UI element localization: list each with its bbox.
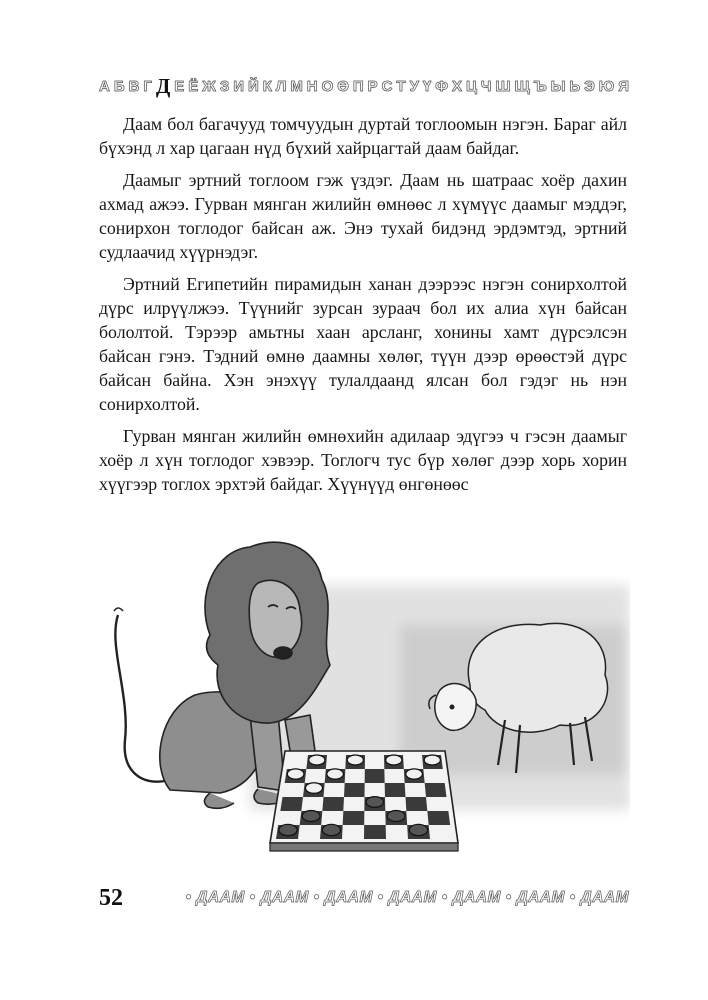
checker-piece: [406, 769, 423, 779]
alphabet-letter: Я: [618, 77, 629, 95]
alphabet-letter: Ф: [435, 77, 448, 95]
alphabet-letter: Ц: [465, 77, 477, 95]
checker-piece: [366, 797, 383, 808]
checker-piece: [279, 824, 297, 835]
board-square: [364, 825, 386, 839]
checkers-board: [270, 751, 458, 851]
alphabet-letter: Ч: [480, 77, 492, 95]
alphabet-letter: Ю: [598, 77, 615, 95]
board-square: [385, 783, 406, 797]
checker-piece: [302, 810, 320, 821]
alphabet-letter: Ё: [188, 77, 199, 95]
paragraph: Даам бол багачууд томчуудын дуртай тоглоомын нэгэн. Бараг айл бүхэнд л хар цагаан нүд бүхий хайрцагтай даам байдаг.: [99, 114, 627, 158]
checker-piece: [424, 755, 440, 765]
sheep-body: [468, 623, 607, 732]
alphabet-letter: Н: [306, 77, 318, 95]
checker-piece: [327, 769, 344, 779]
board-square: [322, 797, 344, 811]
alphabet-letter: Ж: [202, 77, 216, 95]
board-square: [344, 783, 365, 797]
alphabet-letter: Р: [367, 77, 378, 95]
page-footer: [99, 880, 629, 916]
checker-piece: [409, 824, 427, 835]
lion-face: [249, 580, 301, 657]
checker-piece: [287, 769, 304, 779]
alphabet-letter: Э: [584, 77, 595, 95]
alphabet-letter: К: [262, 77, 272, 95]
checker-piece: [305, 783, 322, 794]
alphabet-letter: Ъ: [533, 77, 547, 95]
alphabet-letter: Ш: [495, 77, 511, 95]
paragraph: Даамыг эртний тоглоом гэж үздэг. Даам нь шатраас хоёр дахин ахмад ажээ. Гурван мянган жилийн өмнөөс л хүмүүс даамыг мэддэг, сонирхон тоглодог байсан аж. Энэ тухай бидэнд эрдэмтэд, эртний судлаачид хүүрнэдэг.: [99, 170, 627, 262]
alphabet-letter: Щ: [514, 77, 530, 95]
paragraph: Гурван мянган жилийн өмнөхийн адилаар эдүгээ ч гэсэн даамыг хоёр л хүн тоглодог хэвээр. Тоглогч тус бүр хөлөг дээр хорь хорин хүүгээр тоглох эрхтэй байдаг. Хүүнүүд өнгөнөөс: [99, 426, 627, 494]
alphabet-letter: М: [290, 77, 303, 95]
alphabet-letter: П: [352, 77, 364, 95]
alphabet-letter: А: [99, 77, 110, 95]
alphabet-letter: Л: [275, 77, 287, 95]
alphabet-letter: И: [233, 77, 244, 95]
checker-piece: [322, 824, 340, 835]
alphabet-letter: Б: [113, 77, 125, 95]
checker-piece: [309, 755, 325, 765]
alphabet-letter: В: [128, 77, 140, 95]
board-square: [425, 783, 447, 797]
paragraph: Эртний Египетийн пирамидын ханан дээрээс нэгэн сонирхолтой дүрс илрүүлжээ. Түүнийг зурсан зураач бол их алиа хүн байсан бололтой. Тэрээр амьтны хаан арсланг, хонины хамт дүрсэлсэн байсан гэнэ. Тэдний өмнө даамны хөлөг, түүн дээр өрөөстэй дүрс байсан байна. Хэн энэхүү тулалдаанд ялсан бол гэдэг нь нэн сонирхолтой.: [99, 274, 627, 414]
alphabet-letter: Й: [247, 77, 259, 95]
board-square: [280, 797, 303, 811]
alphabet-letter: Г: [143, 77, 152, 95]
alphabet-letter: У: [409, 77, 419, 95]
body-text: [99, 112, 627, 504]
alphabet-letter: Е: [174, 77, 185, 95]
checker-piece: [387, 810, 405, 821]
board-square: [365, 769, 385, 783]
alphabet-letter: Ө: [337, 77, 349, 95]
board-square: [406, 797, 428, 811]
alphabet-letter: Ү: [422, 77, 432, 95]
checker-piece: [386, 755, 402, 765]
lion-sheep-checkers-illustration: [100, 525, 630, 855]
alphabet-letter: С: [381, 77, 393, 95]
board-square: [343, 811, 365, 825]
board-square: [427, 811, 450, 825]
alphabet-letter: Ь: [569, 77, 581, 95]
alphabet-letter: Х: [451, 77, 462, 95]
alphabet-letter: Ы: [550, 77, 566, 95]
alphabet-letter: О: [321, 77, 334, 95]
checker-piece: [347, 755, 363, 765]
board-front-edge: [270, 843, 458, 851]
page-number: 52: [99, 884, 123, 911]
alphabet-letter: Д: [155, 73, 171, 98]
alphabet-letter: З: [219, 77, 230, 95]
running-title: • ДААМ • ДААМ • ДААМ • ДААМ • ДААМ • ДААМ • ДААМ: [185, 889, 629, 906]
alphabet-letter: Т: [396, 77, 406, 95]
alphabet-header: [99, 74, 629, 98]
